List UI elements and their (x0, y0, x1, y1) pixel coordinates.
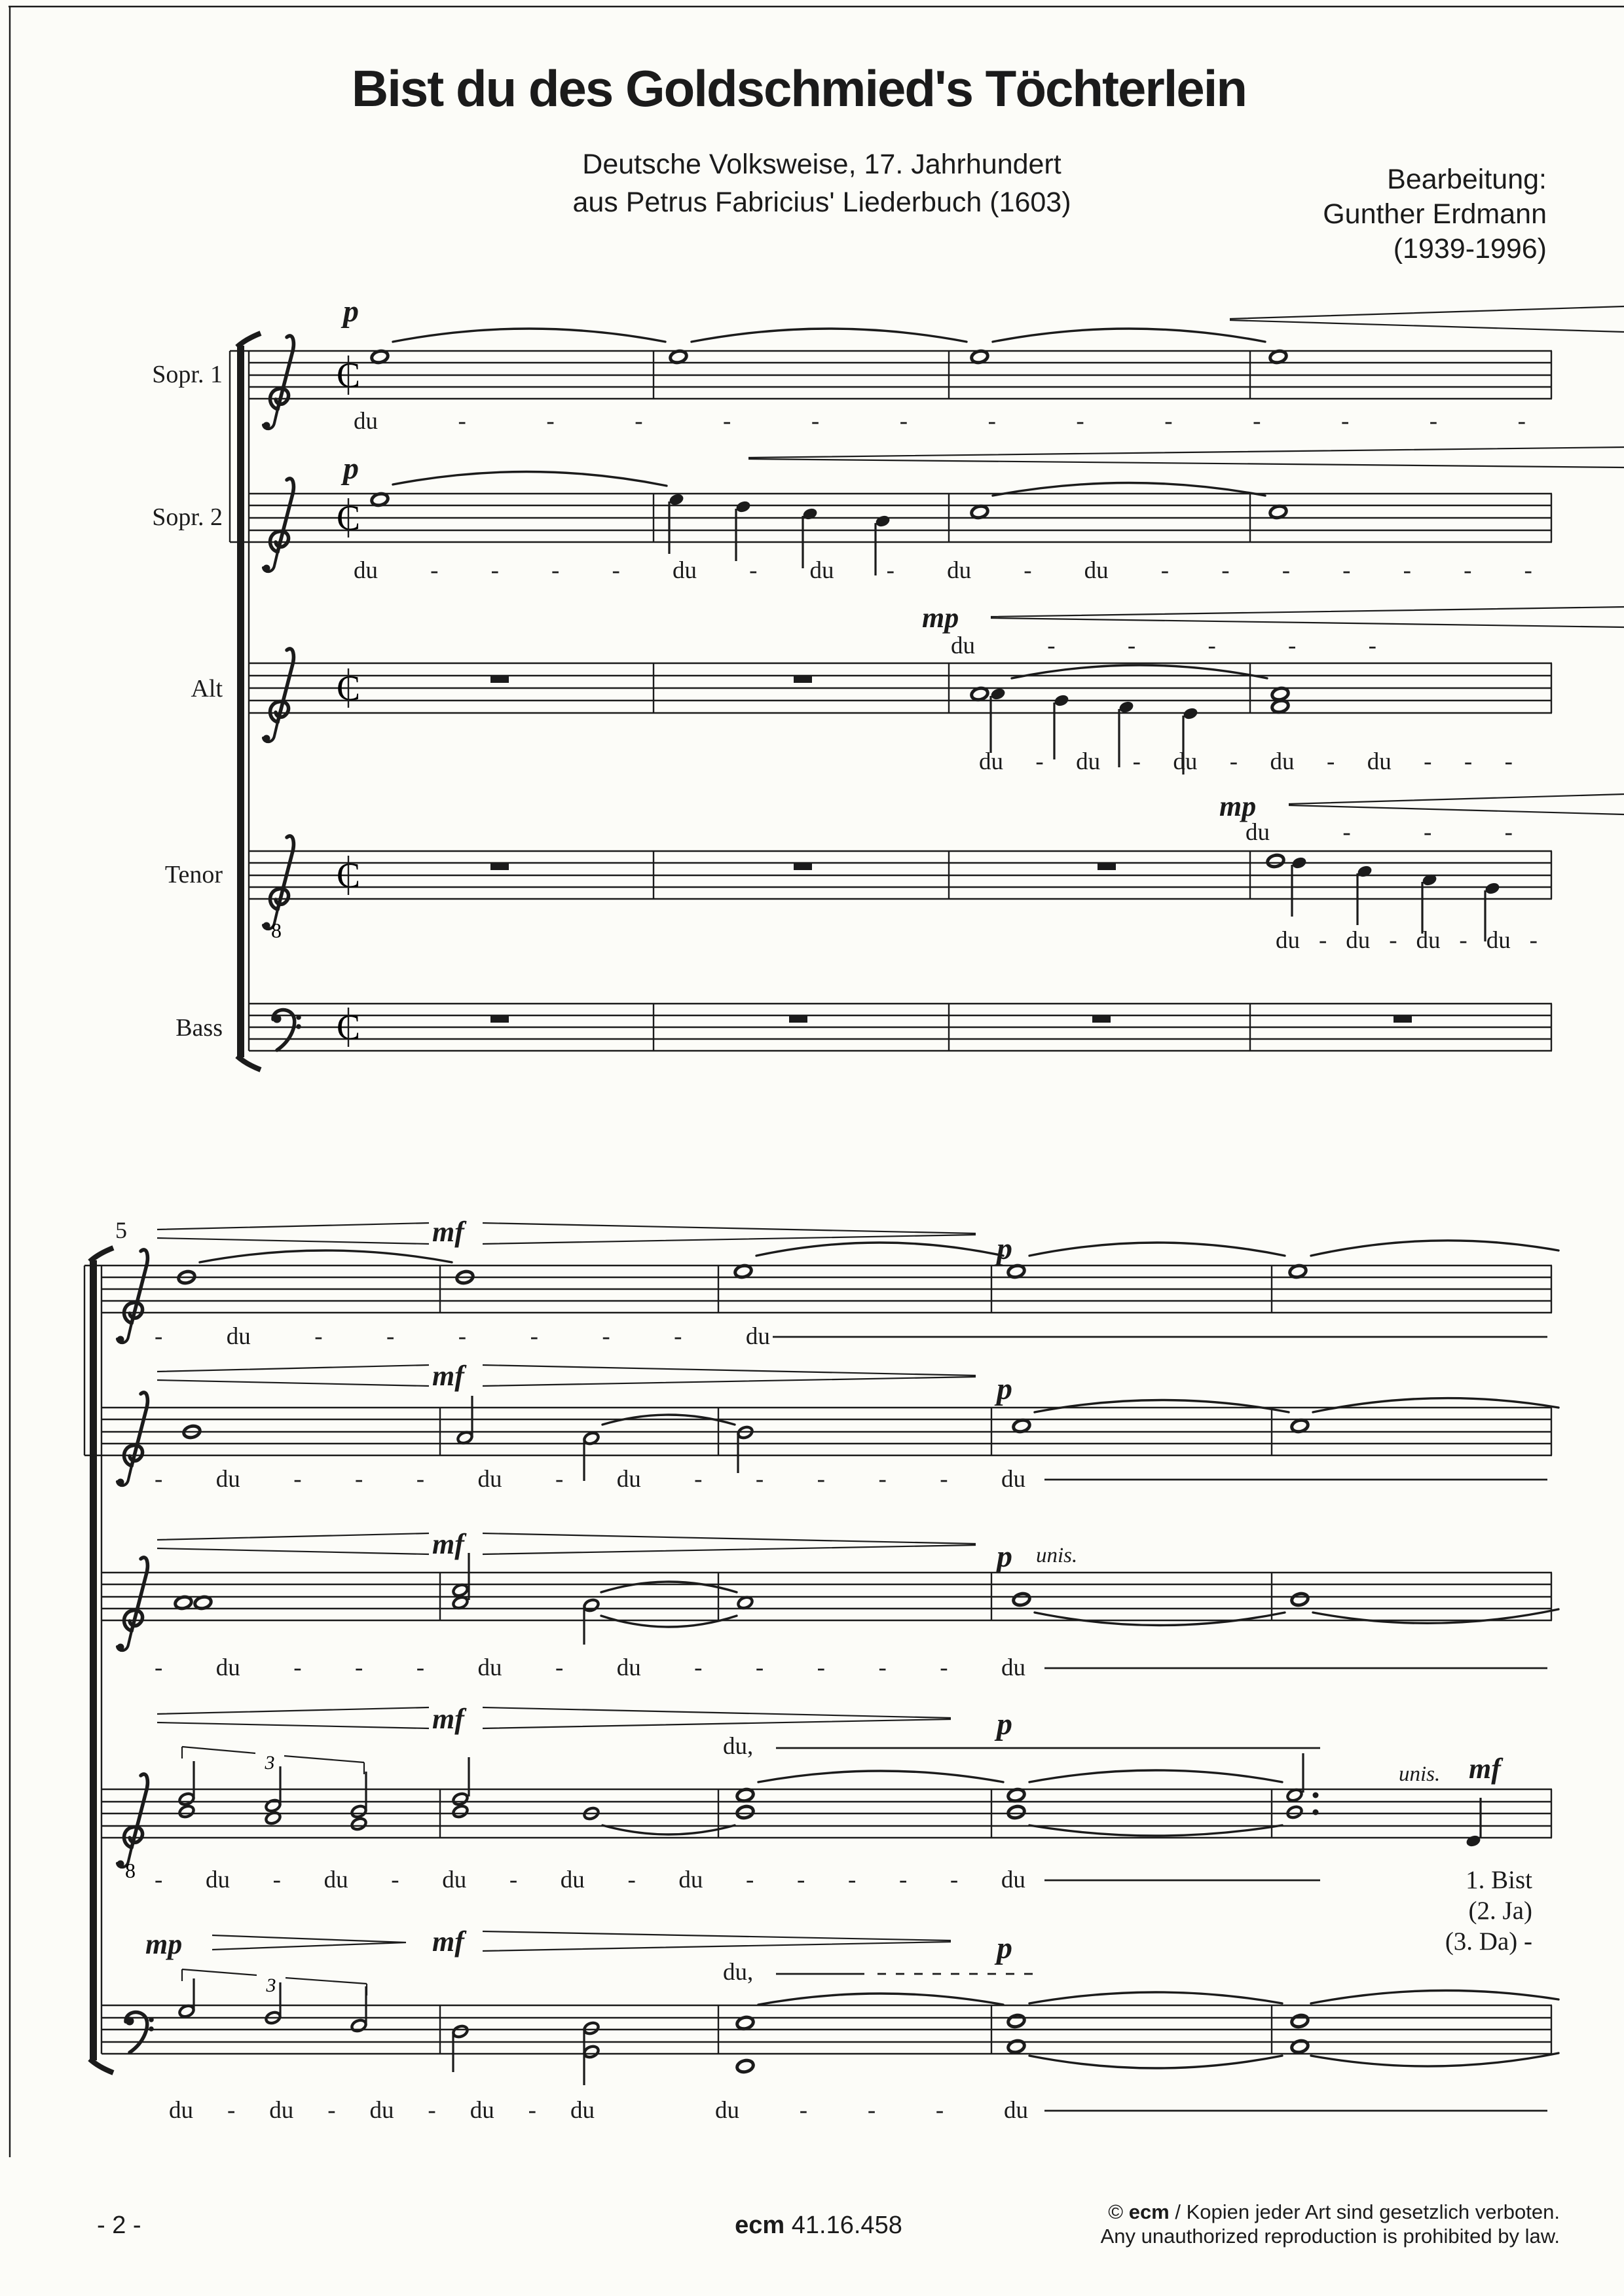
subtitle (494, 145, 1149, 221)
lyrics-sopr2 (354, 556, 1532, 585)
lyric-syllable: du (1276, 927, 1300, 954)
lyric-syllable: - (458, 408, 466, 435)
lyric-syllable: - (327, 2097, 336, 2124)
unison-marking: unis. (1399, 1762, 1441, 1786)
notes-sopr1 (177, 1264, 1307, 1285)
svg-text:C: C (336, 1008, 361, 1047)
lyric-syllable: - (293, 1466, 302, 1493)
lyric-syllable: - (1342, 819, 1351, 846)
publisher-logo: ecm (735, 2212, 785, 2239)
lyric-syllable: - (386, 1323, 395, 1350)
lyric-syllable: - (1076, 408, 1084, 435)
lyric-syllable: - (1229, 748, 1238, 775)
lyric-syllable: du (979, 748, 1003, 775)
lyric-syllable: - (1459, 927, 1467, 954)
lyric-syllable: - (1368, 632, 1376, 659)
lyric-syllable: du (226, 1323, 251, 1350)
dynamic-p: p (343, 294, 359, 329)
lyric-syllable: - (1253, 408, 1261, 435)
lyric-syllable: du (1003, 2097, 1028, 2124)
lyric-syllable: - (1288, 632, 1297, 659)
lyric-syllable: - (430, 557, 439, 584)
lyric-syllable: du (169, 2097, 193, 2124)
notes-alt (174, 1553, 1309, 1645)
lyric-syllable: du (354, 408, 378, 435)
lyric-syllable: - (391, 1867, 399, 1893)
lyric-syllable: - (528, 2097, 536, 2124)
lyric-syllable: - (1326, 748, 1335, 775)
lyric-syllable: - (886, 557, 895, 584)
lyric-syllable: - (755, 1654, 764, 1681)
lyric-syllable: - (950, 1867, 959, 1893)
lyric-syllable: du (215, 1466, 240, 1493)
lyric-syllable: - (898, 1867, 908, 1893)
system-bracket (84, 1248, 113, 2073)
lyric-syllable: - (1127, 632, 1136, 659)
lyric-syllable: - (1424, 748, 1432, 775)
lyric-syllable: - (940, 1466, 948, 1493)
lyric-syllable: - (1282, 557, 1291, 584)
lyric-syllable: - (227, 2097, 236, 2124)
lyric-syllable: - (694, 1466, 703, 1493)
page-title: Bist du des Goldschmied's Töchterlein (351, 60, 1247, 117)
voice-label-sopr2: Sopr. 2 (152, 503, 223, 531)
lyric-syllable: - (899, 408, 908, 435)
notes-tenor (178, 1753, 1482, 1848)
dynamic-mp: mp (1219, 790, 1257, 822)
lyric-syllable: du (477, 1654, 502, 1681)
dynamic-mf: mf (432, 1528, 464, 1560)
subtitle-line2: aus Petrus Fabricius' Liederbuch (1603) (572, 187, 1071, 218)
lyric-syllable: - (555, 1654, 564, 1681)
lyric-syllable: du (205, 1867, 230, 1893)
lyric-syllable: du (560, 1867, 585, 1893)
lyric-syllable: du (616, 1466, 641, 1493)
lyric-syllable: du (1173, 748, 1198, 775)
lyrics-tenor (1276, 926, 1538, 955)
lyric-syllable: - (1524, 557, 1532, 584)
lyric-syllable: - (797, 1867, 805, 1893)
lyric-du-bass-upper: du, (723, 1959, 754, 1986)
arranger-line1: Bearbeitung: (1387, 164, 1547, 195)
lyric-syllable: du (1001, 1654, 1025, 1681)
lyrics-tenor-upper (1246, 818, 1513, 847)
lyric-syllable: - (878, 1654, 887, 1681)
lyric-syllable: - (1429, 408, 1438, 435)
lyric-syllable: - (1160, 557, 1170, 584)
unison-marking: unis. (1036, 1544, 1078, 1567)
tenor-octave-8: 8 (271, 919, 282, 942)
lyric-du-tenor-upper: du, (723, 1733, 754, 1760)
lyric-syllable: - (935, 2097, 944, 2124)
treble-clef-icon (117, 1250, 148, 1868)
verse-line2: (2. Ja) (1468, 1897, 1532, 1925)
dynamic-mf: mf (432, 1216, 464, 1248)
lyric-syllable: - (1342, 557, 1351, 584)
lyric-syllable: - (867, 2097, 876, 2124)
lyric-syllable: du (715, 2097, 739, 2124)
verse-text (1336, 1865, 1532, 1957)
lyric-syllable: - (509, 1867, 518, 1893)
dynamic-mp: mp (922, 602, 959, 634)
lyric-syllable: - (155, 1323, 163, 1350)
lyric-syllable: du (1346, 927, 1371, 954)
lyric-syllable: - (490, 557, 499, 584)
lyric-syllable: - (155, 1654, 163, 1681)
lyric-syllable: du (442, 1867, 467, 1893)
page-number: - 2 - (97, 2212, 141, 2239)
lyric-syllable: - (155, 1867, 163, 1893)
copyright-text: / Kopien jeder Art sind gesetzlich verboten. (1175, 2200, 1560, 2223)
lyric-syllable: du (947, 557, 972, 584)
lyric-syllable: du (1001, 1466, 1025, 1493)
lyric-syllable: - (1504, 819, 1513, 846)
lyric-syllable: - (1035, 748, 1044, 775)
lyric-syllable: du (672, 557, 697, 584)
notes-bass (178, 1978, 1309, 2085)
triplet-number: 3 (265, 1752, 275, 1774)
lyric-syllable: - (1464, 748, 1473, 775)
lyric-syllable: - (272, 1867, 281, 1893)
lyric-syllable: - (155, 1466, 163, 1493)
svg-text:C: C (336, 668, 361, 708)
lyric-syllable: - (602, 1323, 610, 1350)
lyric-syllable: - (458, 1323, 467, 1350)
voice-label-bass: Bass (175, 1014, 223, 1042)
lyric-syllable: du (570, 2097, 595, 2124)
lyric-syllable: - (847, 1867, 857, 1893)
lyrics-alt (979, 748, 1513, 776)
copyright-line2: Any unauthorized reproduction is prohibited by law. (1100, 2225, 1560, 2248)
lyric-syllable: du (215, 1654, 240, 1681)
lyric-syllable: - (1403, 557, 1411, 584)
lyric-syllable: - (1132, 748, 1141, 775)
lyric-syllable: - (749, 557, 758, 584)
lyric-syllable: du (745, 1323, 770, 1350)
lyric-syllable: - (746, 1867, 754, 1893)
lyric-syllable: - (555, 1466, 564, 1493)
lyric-syllable: - (635, 408, 643, 435)
copyright-line1 (1048, 2200, 1560, 2224)
lyrics-alt-upper (951, 632, 1376, 660)
lyrics-bass-b (715, 2096, 1028, 2124)
lyric-syllable: - (1517, 408, 1526, 435)
lyrics-sopr1 (155, 1322, 770, 1351)
lyric-syllable: - (799, 2097, 808, 2124)
lyric-syllable: - (1464, 557, 1472, 584)
lyric-syllable: - (1164, 408, 1173, 435)
catalog-number (681, 2212, 956, 2240)
lyric-syllable: - (1340, 408, 1350, 435)
lyric-syllable: du (477, 1466, 502, 1493)
dynamic-p: p (997, 1931, 1012, 1965)
lyric-syllable: - (878, 1466, 887, 1493)
voice-label-tenor: Tenor (164, 861, 223, 888)
arranger-line3: (1939-1996) (1393, 233, 1547, 264)
lyric-syllable: - (627, 1867, 636, 1893)
dynamic-mf: mf (432, 1360, 464, 1392)
dynamic-p: p (997, 1707, 1012, 1741)
lyric-syllable: - (1423, 819, 1432, 846)
lyrics-alt (155, 1654, 1025, 1682)
triplet-number: 3 (266, 1975, 276, 1996)
svg-text:C: C (336, 498, 361, 538)
voice-label-sopr1: Sopr. 1 (152, 361, 223, 388)
dynamic-mp: mp (145, 1928, 183, 1960)
arranger-line2: Gunther Erdmann (1323, 198, 1547, 230)
lyric-syllable: du (1246, 819, 1270, 846)
lyric-syllable: - (723, 408, 731, 435)
dynamic-p: p (997, 1539, 1012, 1574)
verse-line1: 1. Bist (1466, 1866, 1532, 1894)
lyric-syllable: - (694, 1654, 703, 1681)
subtitle-line1: Deutsche Volksweise, 17. Jahrhundert (582, 149, 1061, 180)
lyric-syllable: - (1221, 557, 1230, 584)
lyric-syllable: du (1076, 748, 1101, 775)
tenor-octave-8: 8 (125, 1859, 136, 1882)
dynamic-mf: mf (432, 1925, 464, 1958)
lyric-syllable: - (940, 1654, 948, 1681)
lyric-syllable: - (416, 1654, 425, 1681)
slurs (393, 329, 1267, 678)
lyric-syllable: - (354, 1654, 363, 1681)
lyric-syllable: - (817, 1466, 825, 1493)
notes-bass (490, 1015, 1412, 1023)
lyric-syllable: - (1047, 632, 1056, 659)
lyrics-sopr1 (354, 407, 1526, 435)
lyric-syllable: du (1001, 1867, 1025, 1893)
lyrics-sopr2 (155, 1465, 1025, 1493)
lyric-syllable: du (951, 632, 975, 659)
lyric-syllable: du (809, 557, 834, 584)
lyric-syllable: - (416, 1466, 425, 1493)
lyric-syllable: - (354, 1466, 363, 1493)
dynamic-p: p (343, 451, 359, 486)
svg-text:C: C (336, 856, 361, 895)
lyric-syllable: - (1529, 927, 1538, 954)
lyric-syllable: - (546, 408, 555, 435)
treble-clef-icon (263, 336, 294, 930)
lyric-syllable: - (1389, 927, 1397, 954)
copyright-notice (1048, 2200, 1560, 2248)
dynamic-p: p (997, 1231, 1012, 1266)
lyric-syllable: du (1270, 748, 1295, 775)
catalog-code: 41.16.458 (791, 2212, 902, 2239)
dynamic-p: p (997, 1372, 1012, 1406)
lyric-syllable: du (678, 1867, 703, 1893)
lyric-syllable: du (1416, 927, 1441, 954)
lyric-syllable: - (314, 1323, 323, 1350)
lyric-syllable: - (1208, 632, 1216, 659)
lyric-syllable: du (470, 2097, 494, 2124)
lyric-syllable: - (612, 557, 620, 584)
lyric-syllable: - (551, 557, 560, 584)
arranger (1244, 162, 1547, 266)
lyrics-tenor (155, 1866, 1025, 1894)
lyric-syllable: du (369, 2097, 394, 2124)
lyric-syllable: - (1318, 927, 1327, 954)
lyric-syllable: - (1504, 748, 1513, 775)
publisher-logo: ecm (1128, 2200, 1170, 2223)
lyrics-bass-a (169, 2096, 595, 2124)
lyric-syllable: - (817, 1654, 825, 1681)
system-bracket (230, 333, 261, 1070)
lyric-syllable: du (354, 557, 378, 584)
lyric-syllable: - (755, 1466, 764, 1493)
lyric-syllable: - (293, 1654, 302, 1681)
copyright-icon: © (1108, 2200, 1124, 2223)
lyric-syllable: du (323, 1867, 348, 1893)
lyric-syllable: - (987, 408, 996, 435)
voice-label-alt: Alt (191, 675, 223, 702)
svg-text:C: C (336, 355, 361, 395)
verse-line3: (3. Da) - (1445, 1927, 1532, 1956)
lyric-syllable: du (269, 2097, 294, 2124)
dynamic-mf: mf (1469, 1753, 1501, 1785)
lyric-syllable: du (616, 1654, 641, 1681)
lyric-syllable: - (530, 1323, 538, 1350)
measure-number: 5 (115, 1217, 127, 1243)
lyric-syllable: du (1486, 927, 1511, 954)
lyric-syllable: - (1024, 557, 1032, 584)
lyric-syllable: - (811, 408, 820, 435)
lyric-syllable: du (1367, 748, 1392, 775)
lyric-syllable: - (428, 2097, 436, 2124)
lyric-syllable: - (674, 1323, 682, 1350)
dynamic-mf: mf (432, 1703, 464, 1735)
lyric-syllable: du (1084, 557, 1109, 584)
